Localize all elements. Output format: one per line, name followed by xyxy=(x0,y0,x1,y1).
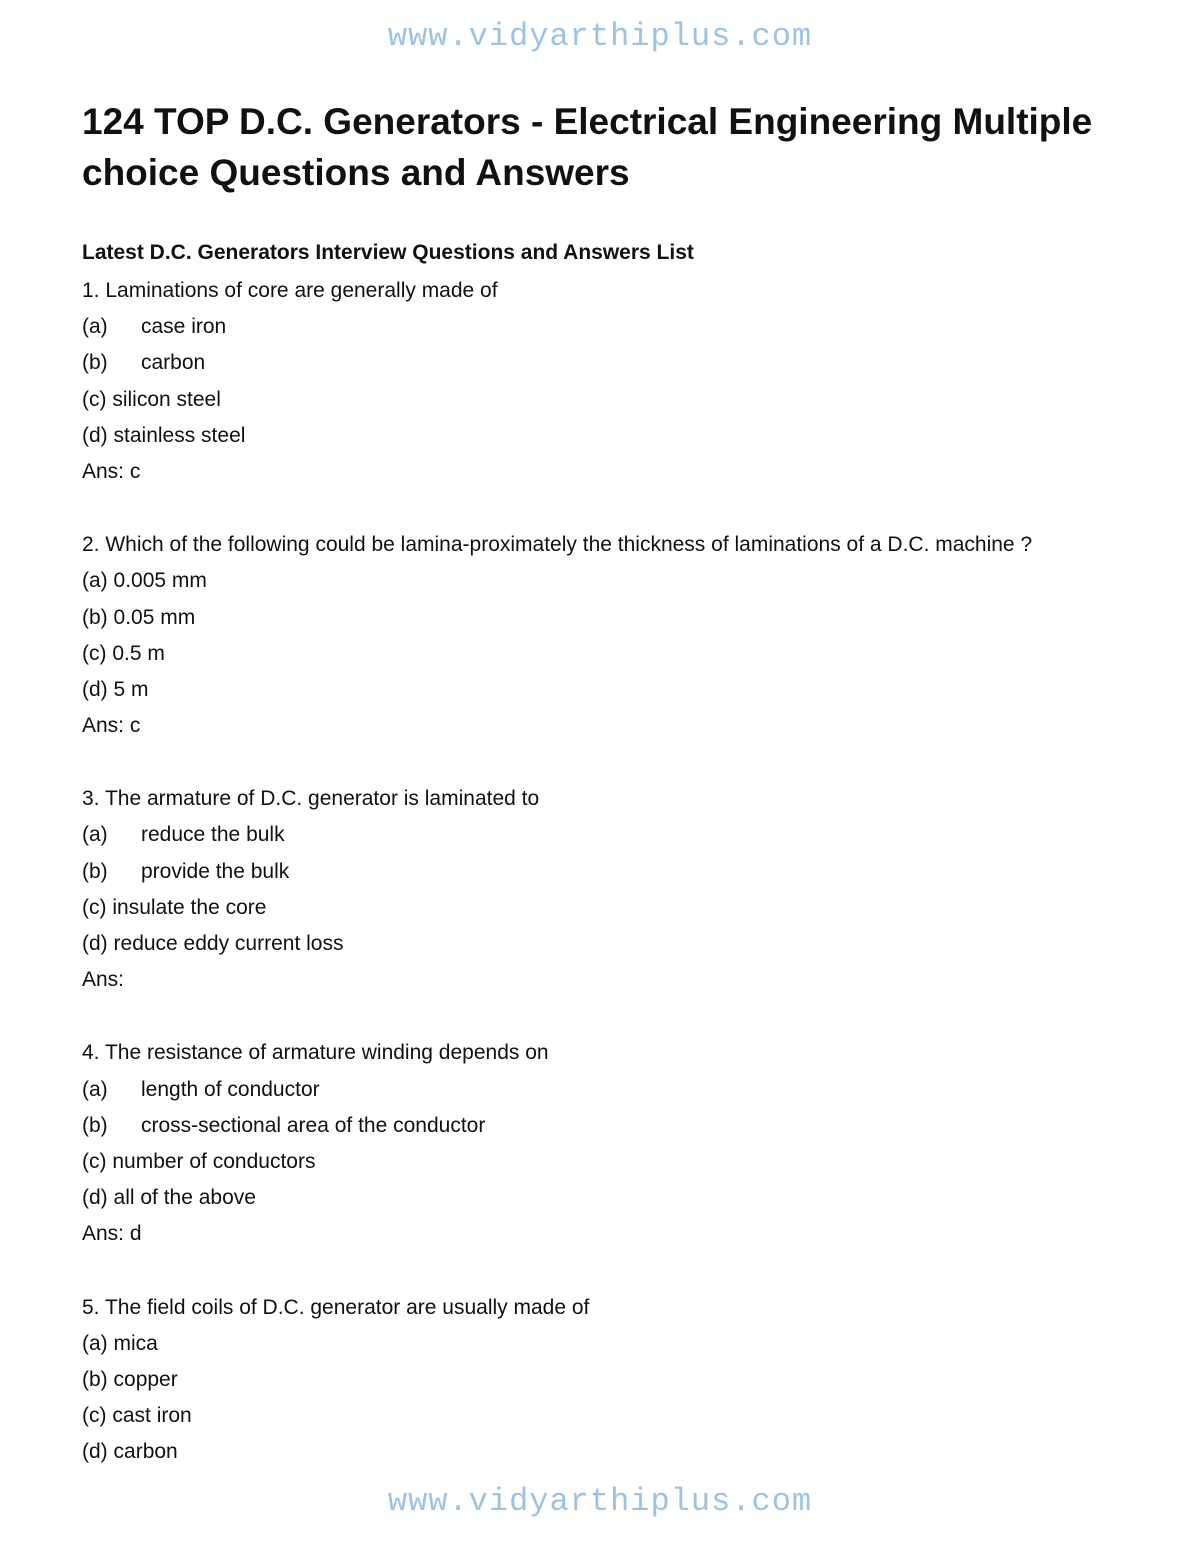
answer: Ans: d xyxy=(82,1222,142,1246)
page-title: 124 TOP D.C. Generators - Electrical Engineering Multiple choice Questions and Answers xyxy=(82,101,1093,193)
option-a xyxy=(82,1326,1142,1362)
option-d xyxy=(82,672,1142,708)
question-1 xyxy=(82,273,1142,490)
question-3 xyxy=(82,781,1142,998)
question-text: 5. The field coils of D.C. generator are usually made of xyxy=(82,1295,590,1319)
question-text: 4. The resistance of armature winding depends on xyxy=(82,1041,549,1065)
option-text: silicon steel xyxy=(112,387,221,411)
option-text: all of the above xyxy=(113,1186,256,1210)
option-text: length of conductor xyxy=(141,1077,320,1101)
option-label: (d) xyxy=(82,423,108,447)
watermark-top: www.vidyarthiplus.com xyxy=(387,18,813,55)
option-b xyxy=(82,345,1142,381)
option-text: case iron xyxy=(141,315,227,339)
answer: Ans: xyxy=(82,968,125,992)
option-label: (c) xyxy=(82,1149,107,1173)
option-d xyxy=(82,418,1142,454)
option-text: 5 m xyxy=(113,677,149,701)
option-label: (b) xyxy=(82,859,108,883)
option-text: insulate the core xyxy=(112,895,267,919)
option-d xyxy=(82,1434,1142,1470)
option-text: 0.005 mm xyxy=(113,569,207,593)
option-text: carbon xyxy=(141,351,206,375)
option-label: (c) xyxy=(82,1404,107,1428)
option-label: (d) xyxy=(82,1186,108,1210)
option-b xyxy=(82,1362,1142,1398)
question-text: 2. Which of the following could be lamina-proximately the thickness of laminations of a D.C. machine ? xyxy=(82,533,1033,557)
option-text: 0.5 m xyxy=(112,641,165,665)
option-label: (c) xyxy=(82,895,107,919)
option-label: (a) xyxy=(82,569,108,593)
option-label: (c) xyxy=(82,387,107,411)
option-text: provide the bulk xyxy=(141,859,290,883)
option-b xyxy=(82,854,1142,890)
option-c xyxy=(82,1144,1142,1180)
option-label: (d) xyxy=(82,1440,108,1464)
option-label: (d) xyxy=(82,677,108,701)
option-label: (a) xyxy=(82,1331,108,1355)
option-label: (b) xyxy=(82,351,108,375)
option-label: (b) xyxy=(82,605,108,629)
question-5 xyxy=(82,1290,1142,1471)
option-label: (a) xyxy=(82,1077,108,1101)
option-text: carbon xyxy=(113,1440,178,1464)
option-label: (a) xyxy=(82,823,108,847)
option-label: (c) xyxy=(82,641,107,665)
question-list xyxy=(82,273,1142,1507)
option-label: (a) xyxy=(82,315,108,339)
option-text: cross-sectional area of the conductor xyxy=(141,1113,486,1137)
option-text: 0.05 mm xyxy=(113,605,196,629)
option-label: (d) xyxy=(82,932,108,955)
question-2 xyxy=(82,527,1142,744)
option-text: stainless steel xyxy=(113,423,246,447)
option-b xyxy=(82,600,1142,636)
option-text: mica xyxy=(113,1331,158,1355)
option-a xyxy=(82,309,1142,345)
option-text: cast iron xyxy=(112,1404,192,1428)
option-c xyxy=(82,1398,1142,1434)
option-a xyxy=(82,1072,1142,1108)
question-4 xyxy=(82,1035,1142,1252)
answer: Ans: c xyxy=(82,459,141,483)
option-c xyxy=(82,382,1142,418)
section-subtitle: Latest D.C. Generators Interview Questions and Answers List xyxy=(82,241,694,264)
option-a xyxy=(82,817,1142,853)
watermark-bottom: www.vidyarthiplus.com xyxy=(387,1483,813,1520)
question-text: 3. The armature of D.C. generator is laminated to xyxy=(82,787,540,811)
option-label: (b) xyxy=(82,1367,108,1391)
option-a xyxy=(82,563,1142,599)
answer: Ans: c xyxy=(82,714,141,738)
option-text: number of conductors xyxy=(112,1149,316,1173)
option-label: (b) xyxy=(82,1113,108,1137)
option-d xyxy=(82,1180,1142,1216)
option-d xyxy=(82,926,1142,962)
option-text: reduce the bulk xyxy=(141,823,285,847)
option-b xyxy=(82,1108,1142,1144)
option-text: copper xyxy=(113,1367,178,1391)
question-text: 1. Laminations of core are generally made of xyxy=(82,279,498,302)
option-text: reduce eddy current loss xyxy=(113,932,344,955)
option-c xyxy=(82,890,1142,926)
option-c xyxy=(82,636,1142,672)
